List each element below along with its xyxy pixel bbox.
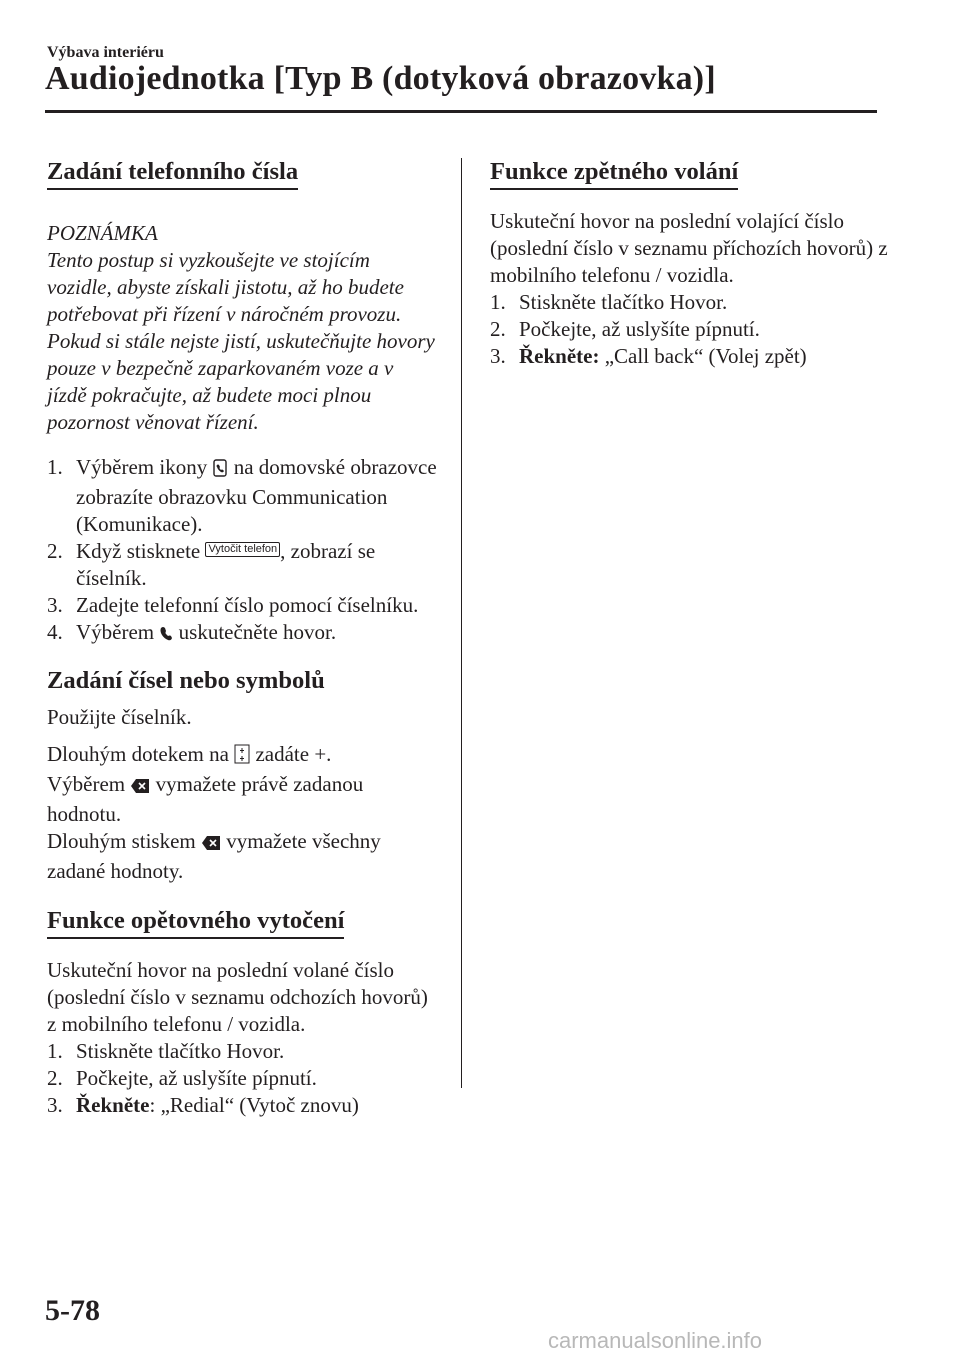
- heading-redial: Funkce opětovného vytočení: [47, 907, 344, 939]
- list-item: 1. Stiskněte tlačítko Hovor.: [490, 290, 728, 314]
- column-divider: [461, 158, 462, 1088]
- dial-phone-button: Vytočit telefon: [205, 542, 280, 557]
- phone-screen-icon: [212, 457, 228, 484]
- watermark: carmanualsonline.info: [548, 1328, 763, 1353]
- paragraph: Dlouhým dotekem na zadáte +.: [47, 741, 437, 771]
- section-label: Výbava interiéru: [47, 44, 164, 61]
- paragraph: Dlouhým stiskem vymažete všechny zadané hodnoty.: [47, 829, 381, 883]
- list-item: 3. Zadejte telefonní číslo pomocí číselníku.: [47, 593, 419, 617]
- backspace-icon: [130, 774, 150, 801]
- backspace-icon: [201, 831, 221, 858]
- callback-steps-list: [490, 289, 890, 370]
- right-column: [490, 158, 890, 370]
- paragraph: Použijte číselník.: [47, 705, 192, 729]
- list-item: 2. Počkejte, až uslyšíte pípnutí.: [490, 317, 760, 341]
- paragraph: Výběrem vymažete právě zadanou hodnotu.: [47, 772, 364, 826]
- list-item: 1. Stiskněte tlačítko Hovor.: [47, 1039, 285, 1063]
- list-item: 3. Řekněte: „Redial“ (Vytoč znovu): [47, 1093, 359, 1117]
- list-item: 1. Výběrem ikony na domovské obrazovce zobrazíte obrazovku Communication (Komunikace).: [47, 455, 437, 536]
- note-title: POZNÁMKA: [47, 221, 158, 245]
- note-text: Tento postup si vyzkoušejte ve stojícím vozidle, abyste získali jistotu, až ho budete potřebovat při řízení v náročném provozu. Pokud si stále nejste jistí, uskutečňujte hovory pouze v bezpečně zaparkovaném voze a v jízdě pokračujte, až budete moci plnou pozornost věnovat řízení.: [47, 248, 435, 434]
- phone-handset-icon: [159, 622, 173, 649]
- plus-key-icon: [234, 744, 250, 771]
- list-item: 4. Výběrem uskutečněte hovor.: [47, 619, 437, 649]
- left-column: [47, 158, 437, 1119]
- steps-list: [47, 454, 437, 649]
- title-rule: [45, 110, 877, 113]
- heading-callback: Funkce zpětného volání: [490, 158, 738, 190]
- list-item: 2. Když stisknete Vytočit telefon , zobrazí se číselník.: [47, 539, 376, 590]
- paragraph: Uskuteční hovor na poslední volající číslo (poslední číslo v seznamu příchozích hovorů) z mobilního telefonu / vozidla.: [490, 209, 888, 287]
- page-number: 5-78: [45, 1294, 100, 1327]
- list-item: 2. Počkejte, až uslyšíte pípnutí.: [47, 1066, 317, 1090]
- redial-steps-list: [47, 1038, 437, 1119]
- page-title: Audiojednotka [Typ B (dotyková obrazovka)]: [45, 60, 716, 97]
- paragraph: Uskuteční hovor na poslední volané číslo (poslední číslo v seznamu odchozích hovorů) z mobilního telefonu / vozidla.: [47, 958, 428, 1036]
- list-item: 3. Řekněte: „Call back“ (Volej zpět): [490, 344, 807, 368]
- heading-numbers-symbols: Zadání čísel nebo symbolů: [47, 667, 325, 694]
- heading-phone-number-entry: Zadání telefonního čísla: [47, 158, 298, 190]
